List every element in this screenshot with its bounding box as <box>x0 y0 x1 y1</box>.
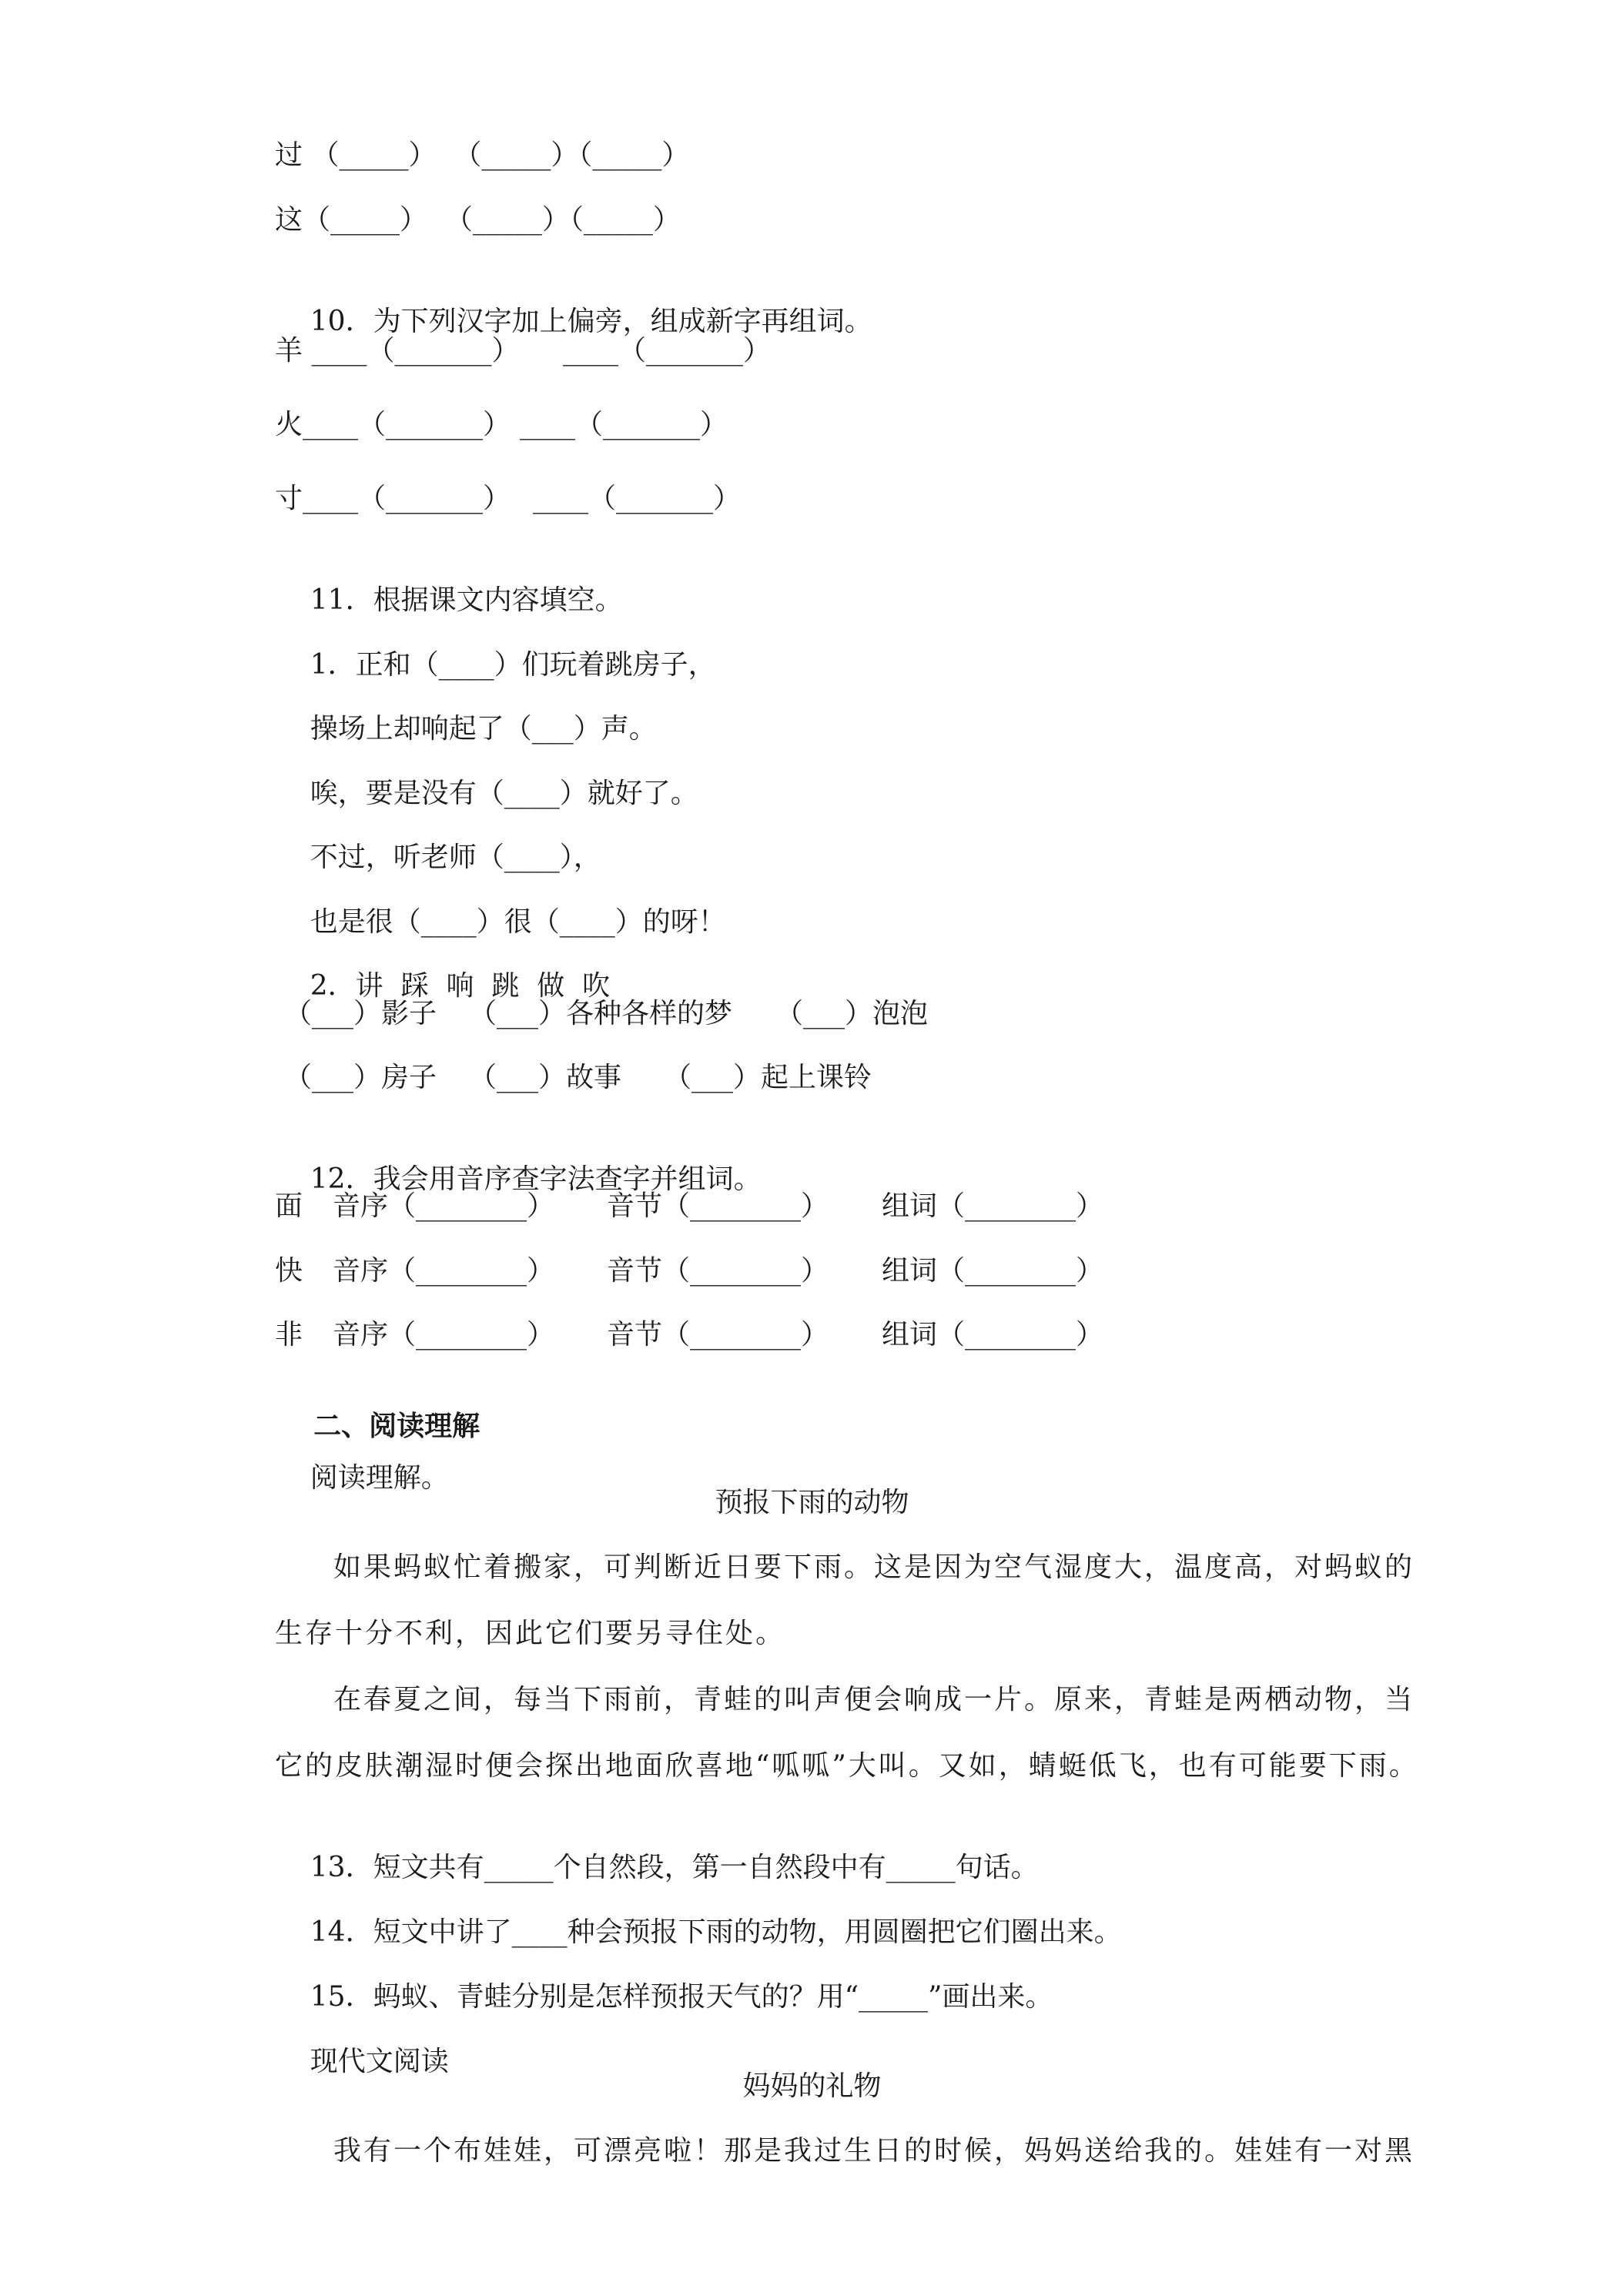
q11-poem-line-3-text: 唉，要是没有（____）就好了。 <box>310 778 698 809</box>
passage-1-p2-line-1: 在春夏之间，每当下雨前，青蛙的叫声便会响成一片。原来，青蛙是两栖动物，当 <box>333 1684 1415 1715</box>
passage-1-title: 预报下雨的动物 <box>715 1487 909 1518</box>
q11-match-1a: （___）影子 <box>284 998 437 1029</box>
q10-row-huo-part2: ____（_______） <box>520 409 728 440</box>
q12-row-mian-syllable: 音节（________） <box>607 1190 829 1222</box>
q9-row-guo-text: 过 （_____） （_____）（_____） <box>275 139 690 171</box>
q11-poem-line-4-text: 不过，听老师（____）， <box>310 842 601 873</box>
q10-row-cun-part2: ____（_______） <box>533 483 742 514</box>
q11-word-bank-text: 2．讲 踩 响 跳 做 吹 <box>310 970 611 1002</box>
q11-poem-line-1-text: 1．正和（____）们玩着跳房子， <box>310 649 716 681</box>
q11-word-bank <box>275 931 611 1002</box>
q11-match-row-1 <box>275 996 929 1033</box>
q12-row-fei-char: 非 <box>275 1319 303 1350</box>
section-instruction <box>275 1423 449 1494</box>
q12-row-fei <box>275 1317 1104 1354</box>
q10-row-yang-part2: ____（_______） <box>563 335 772 366</box>
q12-row-mian <box>275 1188 1104 1225</box>
section-heading-text: 二、阅读理解 <box>313 1410 481 1442</box>
q10-row-cun <box>275 480 742 517</box>
q10-row-cun-part1: 寸____（_______） <box>275 483 511 514</box>
q11-match-1c: （___）泡泡 <box>775 998 929 1029</box>
q12-row-kuai-order: 音序（________） <box>333 1255 555 1287</box>
q14-text: 14．短文中讲了____种会预报下雨的动物，用圆圈把它们圈出来。 <box>310 1916 1122 1948</box>
passage-1-p1-line-2: 生存十分不利，因此它们要另寻住处。 <box>275 1618 786 1649</box>
q13 <box>275 1812 1039 1883</box>
q11-poem-line-2 <box>275 674 657 745</box>
q10-title <box>275 266 872 337</box>
q15 <box>275 1942 1053 2013</box>
q12-row-fei-order: 音序（________） <box>333 1319 555 1350</box>
q15-text: 15．蚂蚁、青蛙分别是怎样预报天气的？用“_____”画出来。 <box>310 1981 1053 2013</box>
q12-row-kuai <box>275 1253 1104 1290</box>
q12-row-kuai-char: 快 <box>275 1255 303 1287</box>
q11-poem-line-5-text: 也是很（____）很（____）的呀！ <box>310 906 726 938</box>
modern-reading-label <box>275 2006 449 2077</box>
q11-title-text: 11．根据课文内容填空。 <box>310 584 623 616</box>
passage-1-p1-line-1: 如果蚂蚁忙着搬家，可判断近日要下雨。这是因为空气湿度大，温度高，对蚂蚁的 <box>333 1551 1415 1583</box>
q11-poem-line-4 <box>275 802 601 873</box>
q12-title-text: 12．我会用音序查字法查字并组词。 <box>310 1163 762 1195</box>
q11-match-2c: （___）起上课铃 <box>664 1062 872 1093</box>
section-heading <box>275 1371 481 1442</box>
q10-row-huo-part1: 火____（_______） <box>275 409 511 440</box>
q11-match-2a: （___）房子 <box>284 1062 437 1093</box>
passage-2-title: 妈妈的礼物 <box>742 2070 882 2102</box>
q11-poem-line-5 <box>275 867 726 938</box>
q11-match-row-2 <box>275 1059 872 1096</box>
q12-row-mian-order: 音序（________） <box>333 1190 555 1222</box>
q11-match-1b: （___）各种各样的梦 <box>469 998 733 1029</box>
q12-row-mian-char: 面 <box>275 1190 303 1222</box>
q12-row-mian-word: 组词（________） <box>882 1190 1104 1222</box>
q10-title-text: 10．为下列汉字加上偏旁，组成新字再组词。 <box>310 306 872 337</box>
q10-row-yang-part1: 羊 ____（_______） <box>275 335 520 366</box>
q11-poem-line-2-text: 操场上却响起了（___）声。 <box>310 713 657 745</box>
q12-title <box>275 1124 762 1195</box>
q10-row-huo <box>275 407 728 443</box>
q10-row-yang <box>275 333 772 370</box>
q9-row-zhe <box>275 202 681 239</box>
section-instruction-text: 阅读理解。 <box>310 1462 449 1494</box>
q9-row-guo <box>275 137 690 174</box>
q14 <box>275 1877 1122 1948</box>
q13-text: 13．短文共有_____个自然段，第一自然段中有_____句话。 <box>310 1852 1039 1883</box>
q11-match-2b: （___）故事 <box>469 1062 622 1093</box>
q12-row-kuai-syllable: 音节（________） <box>607 1255 829 1287</box>
passage-2-line-1: 我有一个布娃娃，可漂亮啦！那是我过生日的时候，妈妈送给我的。娃娃有一对黑 <box>333 2135 1415 2167</box>
q11-title <box>275 545 623 616</box>
modern-reading-label-text: 现代文阅读 <box>310 2046 449 2077</box>
q11-poem-line-1 <box>275 610 716 681</box>
q12-row-fei-word: 组词（________） <box>882 1319 1104 1350</box>
q9-row-zhe-text: 这（_____） （_____）（_____） <box>275 204 681 236</box>
q12-row-kuai-word: 组词（________） <box>882 1255 1104 1287</box>
q11-poem-line-3 <box>275 738 698 809</box>
passage-1-p2-line-2: 它的皮肤潮湿时便会探出地面欣喜地“呱呱”大叫。又如，蜻蜓低飞，也有可能要下雨。 <box>275 1750 1419 1782</box>
q12-row-fei-syllable: 音节（________） <box>607 1319 829 1350</box>
